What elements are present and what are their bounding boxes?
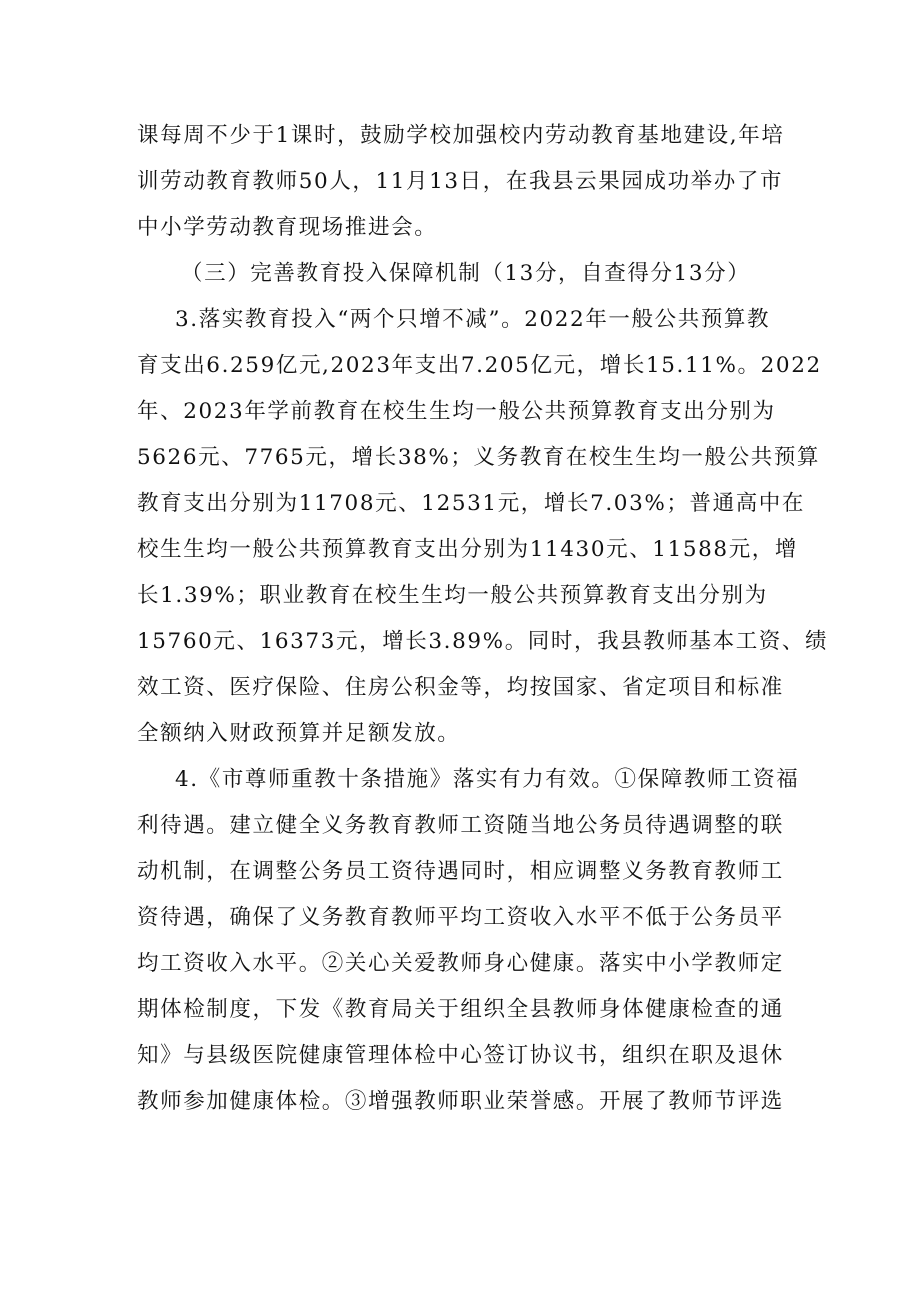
text-line: 均工资收入水平。②关心关爱教师身心健康。落实中小学教师定: [137, 951, 784, 976]
text-line: 中小学劳动教育现场推进会。: [137, 215, 438, 240]
paragraph-labor-education: [137, 113, 793, 251]
text-line: 教师参加健康体检。③增强教师职业荣誉感。开展了教师节评选: [137, 1089, 784, 1114]
text-line: 5626元、7765元，增长38%；义务教育在校生生均一般公共预算: [137, 445, 821, 470]
text-line: 育支出6.259亿元,2023年支出7.205亿元，增长15.11%。2022: [137, 353, 822, 378]
text-line: 期体检制度，下发《教育局关于组织全县教师身体健康检查的通: [137, 997, 784, 1022]
text-line: 3.落实教育投入“两个只增不减”。2022年一般公共预算教: [175, 307, 771, 332]
text-line: 动机制，在调整公务员工资待遇同时，相应调整义务教育教师工: [137, 859, 784, 884]
paragraph-teacher-measures: [137, 757, 800, 1125]
text-line: 15760元、16373元，增长3.89%。同时，我县教师基本工资、绩: [137, 629, 829, 654]
text-line: 资待遇，确保了义务教育教师平均工资收入水平不低于公务员平: [137, 905, 784, 930]
text-line: 效工资、医疗保险、住房公积金等，均按国家、省定项目和标准: [137, 675, 784, 700]
document-body: [137, 113, 829, 1125]
text-line: 全额纳入财政预算并足额发放。: [137, 721, 461, 746]
text-line: 长1.39%；职业教育在校生生均一般公共预算教育支出分别为: [137, 583, 768, 608]
text-line: 教育支出分别为11708元、12531元，增长7.03%；普通高中在: [137, 491, 805, 516]
text-line: 课每周不少于1课时，鼓励学校加强校内劳动教育基地建设,年培: [137, 123, 785, 148]
text-line: 训劳动教育教师50人，11月13日，在我县云果园成功举办了市: [137, 169, 784, 194]
text-line: 4.《市尊师重教十条措施》落实有力有效。①保障教师工资福: [175, 767, 800, 792]
section-heading: （三）完善教育投入保障机制（13分，自查得分13分）: [181, 261, 751, 286]
text-line: 知》与县级医院健康管理体检中心签订协议书，组织在职及退休: [137, 1043, 784, 1068]
text-line: 校生生均一般公共预算教育支出分别为11430元、11588元，增: [137, 537, 798, 562]
text-line: 利待遇。建立健全义务教育教师工资随当地公务员待遇调整的联: [137, 813, 784, 838]
text-line: 年、2023年学前教育在校生生均一般公共预算教育支出分别为: [137, 399, 776, 424]
paragraph-education-investment: [137, 297, 829, 757]
